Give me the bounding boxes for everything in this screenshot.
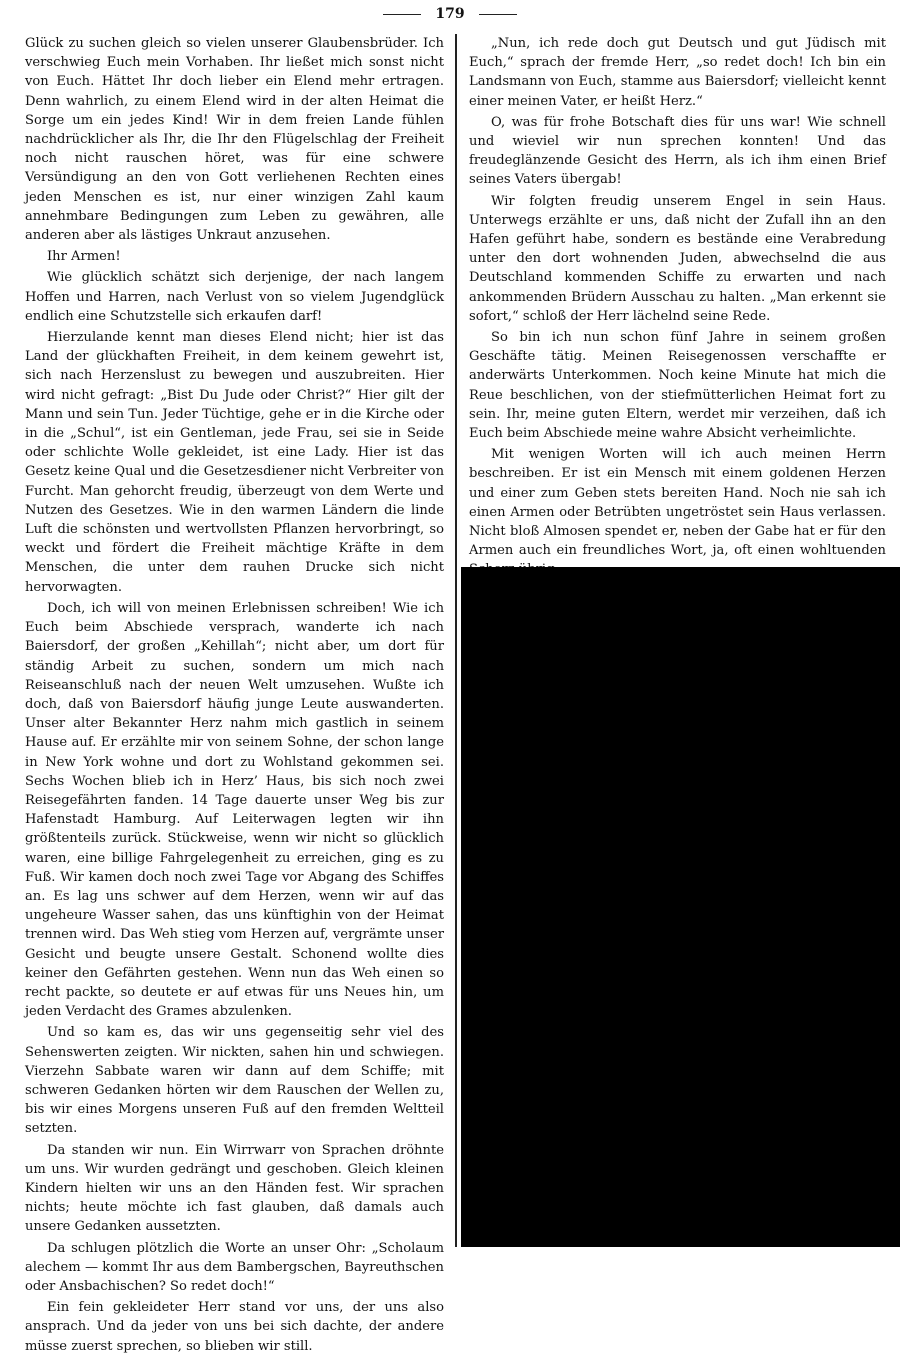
paragraph: Ihr Armen!: [47, 249, 121, 265]
paragraph: Doch, ich will von meinen Erlebnissen schreiben! Wie ich Euch beim Abschiede versprach, wanderte ich nach Baiersdorf, der großen „Kehillah“; nicht aber, um dort für ständig Arbeit zu suchen, sondern um mich nach Reiseanschluß nach der neuen Welt umzusehen. Wußte ich doch, daß von Baiersdorf häufig junge Leute auswanderten. Unser alter Bekannter Herz nahm mich gastlich in seinem Hause auf. Er erzählte mir von seinem Sohne, der schon lange in New York wohne und dort zu Wohlstand gekommen sei. Sechs Wochen blieb ich in Herz’ Haus, bis sich noch zwei Reisegefährten fanden. 14 Tage dauerte unser Weg bis zur Hafenstadt Hamburg. Auf Leiterwagen legten wir ihn größtenteils zurück. Stückweise, wenn wir nicht so glücklich waren, eine billige Fahrgelegenheit zu erreichen, ging es zu Fuß. Wir kamen doch noch zwei Tage vor Abgang des Schiffes an. Es lag uns schwer auf dem Herzen, wenn wir auf das ungeheure Wasser sahen, das uns künftighin von der Heimat trennen wird. Das Weh stieg vom Herzen auf, vergrämte unser Gesicht und beugte unsere Gestalt. Schonend wollte dies keiner den Gefährten gestehen. Wenn nun das Weh einen so recht packte, so deutete er auf etwas für uns Neues hin, um jeden Verdacht des Grames abzulenken.: [25, 600, 444, 1020]
paragraph: Da standen wir nun. Ein Wirrwarr von Sprachen dröhnte um uns. Wir wurden gedrängt und geschoben. Gleich kleinen Kindern hielten wir uns an den Händen fest. Wir sprachen nichts; heute möchte ich fast glauben, daß damals auch unsere Gedanken aussetzten.: [25, 1142, 444, 1235]
right-column: [469, 34, 886, 601]
paragraph: Da schlugen plötzlich die Worte an unser Ohr: „Scholaum alechem — kommt Ihr aus dem Bambergschen, Bayreuthschen oder Ansbachischen? So redet doch!“: [25, 1240, 444, 1294]
page-number: 179: [435, 6, 465, 22]
paragraph: O, was für frohe Botschaft dies für uns war! Wie schnell und wieviel wir nun sprechen konnten! Und das freudeglänzende Gesicht des Herrn, als ich ihm einen Brief seines Vaters übergab!: [469, 114, 886, 188]
paragraph: Wie glücklich schätzt sich derjenige, der nach langem Hoffen und Harren, nach Verlust von so vielem Jugendglück endlich eine Schutzstelle sich erkaufen darf!: [25, 270, 444, 324]
paragraph: So bin ich nun schon fünf Jahre in seinem großen Geschäfte tätig. Meinen Reisegenossen verschaffte er anderwärts Unterkommen. Noch keine Minute hat mich die Reue beschlichen, von der stiefmütterlichen Heimat fort zu sein. Ihr, meine guten Eltern, werdet mir verzeihen, daß ich Euch beim Abschiede meine wahre Absicht verheimlichte.: [469, 330, 886, 442]
black-redaction-area: [461, 567, 900, 1247]
paragraph: Wir folgten freudig unserem Engel in sein Haus. Unterwegs erzählte er uns, daß nicht der Zufall ihn an den Hafen geführt habe, sondern es bestände eine Verabredung unter den dort wohnenden Juden, abwechselnd die aus Deutschland kommenden Schiffe zu erwarten und nach ankommenden Brüdern Ausschau zu halten. „Man erkennt sie sofort,“ schloß der Herr lächelnd seine Rede.: [469, 193, 886, 324]
paragraph: Mit wenigen Worten will ich auch meinen Herrn beschreiben. Er ist ein Mensch mit einem goldenen Herzen und einer zum Geben stets bereiten Hand. Noch nie sah ich einen Armen oder Betrübten ungetröstet sein Haus verlassen. Nicht bloß Almosen spendet er, neben der Gabe hat er für den Armen auch ein freundliches Wort, ja, oft einen wohltuenden: [469, 447, 886, 559]
column-divider: [455, 34, 457, 1247]
header-rule-left: [383, 14, 421, 15]
paragraph: Ein fein gekleideter Herr stand vor uns, der uns also ansprach. Und da jeder von uns bei sich dachte, der andere müsse zuerst sprechen, so blieben wir still.: [25, 1300, 444, 1354]
header-rule-right: [479, 14, 517, 15]
paragraph: Hierzulande kennt man dieses Elend nicht; hier ist das Land der glückhaften Freiheit, in dem keinem gewehrt ist, sich nach Herzenslust zu bewegen und auszubreiten. Hier wird nicht gefragt: „Bist Du Jude oder Christ?“ Hier gilt der Mann und sein Tun. Jeder Tüchtige, gehe er in die Kirche oder in die „Schul“, ist ein Gentleman, jede Frau, sei sie in Seide oder schlichte Wolle gekleidet, ist eine Lady. Hier ist das Gesetz keine Qual und die Gesetzesdiener nicht Verbreiter von Furcht. Man gehorcht freudig, überzeugt von dem Werte und Nutzen des Gesetzes. Wie in den warmen Ländern die linde Luft die schönsten und wertvollsten Pflanzen hervorbringt, so weckt und fördert die Freiheit mächtige Kräfte in dem Menschen, die unter dem rauhen Drucke sich nicht hervorwagten.: [25, 330, 444, 595]
paragraph: Glück zu suchen gleich so vielen unserer Glaubensbrüder. Ich verschwieg Euch mein Vorhaben. Ihr ließet mich sonst nicht von Euch. Hättet Ihr doch lieber ein Elend mehr ertragen. Denn wahrlich, zu einem Elend wird in der alten Heimat die Sorge um ein jedes Kind! Wir in dem freien Lande fühlen nachdrücklicher als Ihr, die Ihr den Flügelschlag der Freiheit noch nicht rauschen höret, was für eine schwere Versündigung an den von Gott verliehenen Rechten eines jeden Menschen es ist, nur einer winzigen Zahl kaum annehmbare Bedingungen zum Leben zu gewähren, alle anderen aber als lästiges Unkraut anzusehen.: [25, 36, 444, 244]
left-column: [25, 34, 444, 1356]
paragraph: „Nun, ich rede doch gut Deutsch und gut Jüdisch mit Euch,“ sprach der fremde Herr, „so redet doch! Ich bin ein Landsmann von Euch, stamme aus Baiersdorf; vielleicht kennt einer meinen Vater, er heißt Herz.“: [469, 36, 886, 109]
paragraph: Und so kam es, das wir uns gegenseitig sehr viel des Sehenswerten zeigten. Wir nickten, sahen hin und schwiegen. Vierzehn Sabbate waren wir dann auf dem Schiffe; mit schweren Gedanken hörten wir dem Rauschen der Wellen zu, bis wir eines Morgens unseren Fuß auf den fremden Weltteil setzten.: [25, 1025, 444, 1137]
page-header: [0, 4, 900, 24]
